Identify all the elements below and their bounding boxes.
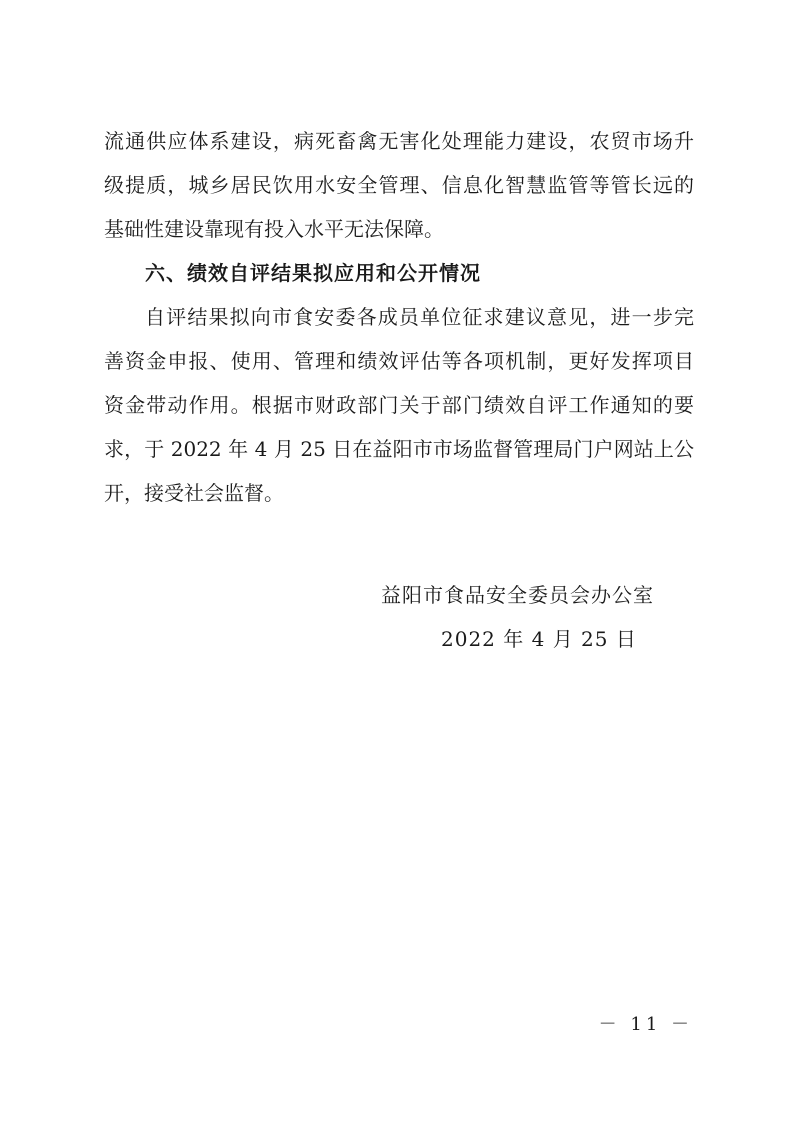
paragraph-2-line-3: 资金带动作用。根据市财政部门关于部门绩效自评工作通知的要: [104, 393, 694, 417]
paragraph-2-line-2: 善资金申报、使用、管理和绩效评估等各项机制，更好发挥项目: [104, 349, 694, 373]
paragraph-1-line-3: 基础性建设靠现有投入水平无法保障。: [104, 217, 444, 241]
paragraph-2-line-5: 开，接受社会监督。: [104, 481, 284, 505]
paragraph-1-line-2: 级提质，城乡居民饮用水安全管理、信息化智慧监管等管长远的: [104, 173, 694, 197]
paragraph-2-line-4: 求，于 2022 年 4 月 25 日在益阳市市场监督管理局门户网站上公: [104, 437, 694, 461]
signature-organization: 益阳市食品安全委员会办公室: [381, 583, 654, 607]
section-heading: 六、绩效自评结果拟应用和公开情况: [145, 261, 481, 285]
page-number: － 11 －: [598, 1014, 693, 1035]
signature-date: 2022 年 4 月 25 日: [441, 627, 637, 651]
paragraph-2-line-1: 自评结果拟向市食安委各成员单位征求建议意见，进一步完: [145, 305, 694, 329]
paragraph-1-line-1: 流通供应体系建设，病死畜禽无害化处理能力建设，农贸市场升: [104, 129, 694, 153]
